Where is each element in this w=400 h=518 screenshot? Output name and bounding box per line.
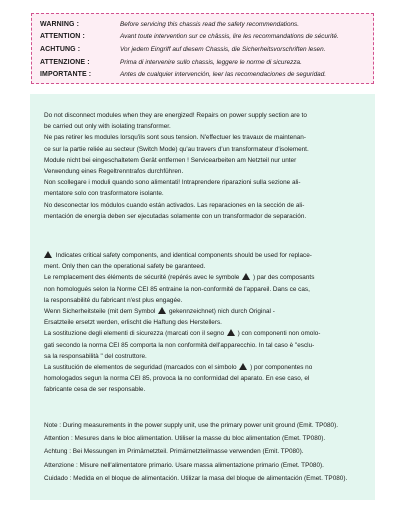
notice-line: mentatore solo con trasformatore isolante. bbox=[44, 190, 164, 198]
power-supply-notice bbox=[44, 110, 375, 222]
safety-line bbox=[44, 306, 375, 317]
safety-line-text: La sustitución de elementos de seguridad (marcados con el simbolo bbox=[44, 364, 237, 372]
safety-line: sa la responsabilità " del costruttore. bbox=[44, 352, 147, 360]
warning-row-de bbox=[40, 43, 373, 56]
safety-line bbox=[44, 272, 375, 283]
warning-triangle-icon bbox=[242, 273, 250, 280]
warning-label: IMPORTANTE : bbox=[40, 71, 92, 79]
safety-line-text: ) par des composants bbox=[252, 274, 315, 282]
safety-line-text: La sostituzione degli elementi di sicurezza (marcati con il segno bbox=[44, 330, 225, 338]
warning-label: ATTENTION : bbox=[40, 33, 85, 41]
measurement-notes bbox=[44, 419, 375, 486]
safety-line-text: Le remplacement des éléments de sécurité (repérés avec le symbole bbox=[44, 274, 240, 282]
safety-line: Ersatzteile ersetzt werden, erlischt die Haftung des Herstellers. bbox=[44, 319, 222, 327]
notice-line: mentación de energía deben ser ejecutadas solamente con un transformador de separación. bbox=[44, 212, 307, 220]
warning-text: Prima di intervenire sullo chassis, leggere le norme di sicurezza. bbox=[120, 58, 302, 66]
notice-line: Module nicht bei eingeschaltetem Gerät entfernen ! Servicearbeiten am Netzteil nur unter bbox=[44, 156, 297, 164]
warning-text: Vor jedem Eingriff auf diesem Chassis, die Sicherheitsvorschriften lesen. bbox=[120, 45, 326, 53]
safety-line-text: ) con componenti non omolo- bbox=[237, 330, 321, 338]
notice-line: Non scollegare i moduli quando sono alimentati! Intraprendere riparazioni sulla sezione ali- bbox=[44, 179, 301, 187]
safety-line-text: Indicates critical safety components, and identical components should be used for replace- bbox=[55, 252, 312, 260]
safety-line bbox=[44, 250, 375, 261]
safety-line: fabricante cesa de ser responsable. bbox=[44, 386, 146, 394]
safety-line: gati secondo la norma CEI 85 comporta la non conformità dell'apparecchio. In tal caso è "esclu- bbox=[44, 341, 315, 349]
note-line: Attention : Mesures dans le bloc alimentation. Utiliser la masse du bloc alimentation (Emet. TP080). bbox=[44, 435, 326, 443]
safety-line: la responsabilité du fabricant n'est plus engagée. bbox=[44, 296, 183, 304]
notice-line: be carried out only with isolating transformer. bbox=[44, 123, 171, 131]
safety-components-notice bbox=[44, 250, 375, 396]
warning-row-en bbox=[40, 18, 373, 31]
safety-line: homologados segun la norma CEI 85, provoca la no conformidad del aparato. En ese caso, el bbox=[44, 375, 310, 383]
note-line: Note : During measurements in the power supply unit, use the primary power unit ground (Emit. TP080). bbox=[44, 421, 338, 429]
note-line: Achtung : Bei Messungen im Primärnetzteil. Primärnetzteilmasse verwenden (Emit. TP080). bbox=[44, 448, 304, 456]
warning-triangle-icon bbox=[158, 307, 166, 314]
warning-label: ACHTUNG : bbox=[40, 45, 81, 53]
notice-line: No desconectar los módulos cuando están activados. Las reparaciones en la sección de ali- bbox=[44, 201, 305, 209]
notice-line: Ne pas retirer les modules lorsqu'ils sont sous tension. N'effectuer les travaux de maintenan- bbox=[44, 134, 306, 142]
service-notes-panel bbox=[30, 94, 375, 500]
warning-triangle-icon bbox=[239, 363, 247, 370]
notice-line: Do not disconnect modules when they are energized! Repairs on power supply section are to bbox=[44, 112, 307, 119]
safety-line bbox=[44, 328, 375, 339]
safety-line: ment. Only then can the operational safety be garanteed. bbox=[44, 263, 206, 271]
safety-line: non homologués selon la Norme CEI 85 entraine la non-conformité de l'appareil. Dans ce cas, bbox=[44, 285, 310, 293]
safety-warning-box bbox=[31, 13, 374, 84]
warning-triangle-icon bbox=[44, 251, 52, 258]
warning-row-fr bbox=[40, 31, 373, 44]
safety-line-text: gekennzeichnet) nich durch Original - bbox=[168, 308, 275, 316]
note-line: Cuidado : Medida en el bloque de alimentación. Utilizar la masa del bloque de alimentación (Emet. TP080). bbox=[44, 475, 348, 483]
warning-text: Antes de cualquier intervención, leer las recomendaciones de seguridad. bbox=[120, 71, 327, 79]
warning-row-it bbox=[40, 56, 373, 69]
notice-line: Verwendung eines Regeltrenntrafos durchführen. bbox=[44, 168, 184, 176]
note-line: Attenzione : Misure nell'alimentatore primario. Usare massa alimentazione primario (Emet. TP080). bbox=[44, 461, 324, 469]
warning-text: Avant toute intervention sur ce châssis, lire les recommandations de sécurité. bbox=[120, 33, 339, 41]
warning-label: ATTENZIONE : bbox=[40, 58, 90, 66]
notice-line: ce sur la partie reliée au secteur (Switch Mode) qu'au travers d'un transformateur d'isolement. bbox=[44, 145, 309, 153]
warning-text: Before servicing this chassis read the safety recommendations. bbox=[120, 20, 300, 28]
safety-line bbox=[44, 362, 375, 373]
warning-triangle-icon bbox=[227, 329, 235, 336]
safety-line-text: ) por componentes no bbox=[250, 364, 313, 372]
warning-label: WARNING : bbox=[40, 20, 80, 28]
warning-row-es bbox=[40, 68, 373, 81]
safety-line-text: Wenn Sicherheitsteile (mit dem Symbol bbox=[44, 308, 156, 316]
